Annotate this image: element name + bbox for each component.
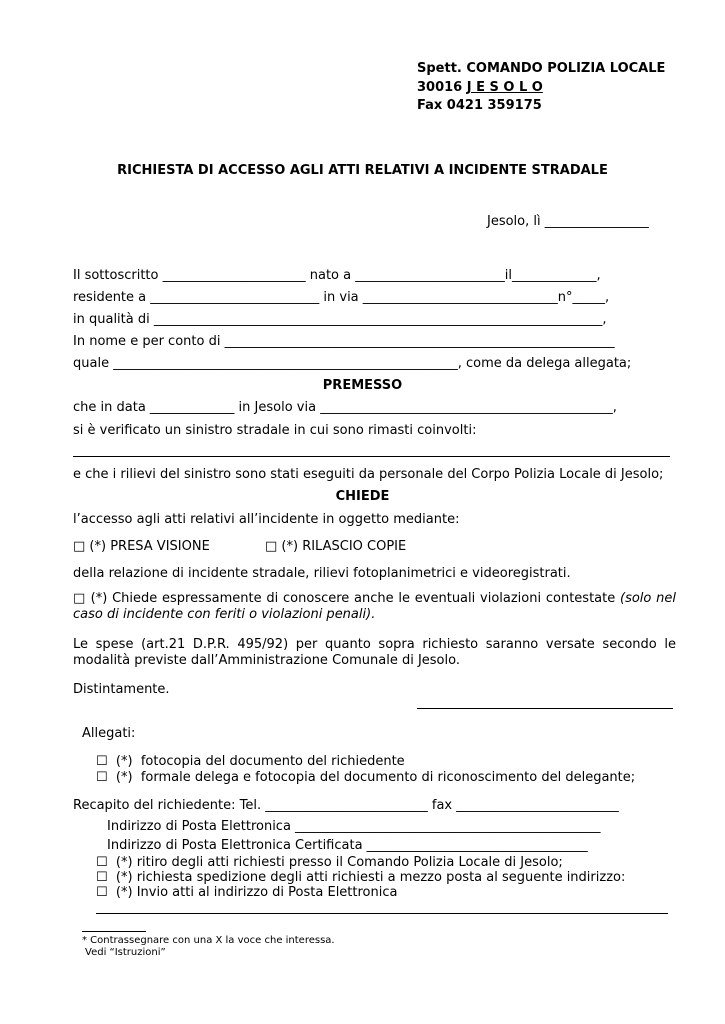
allegati-label: Allegati: [82, 726, 136, 741]
survey-line: e che i rilievi del sinistro sono stati eseguiti da personale del Corpo Polizia Locale di Jesolo; [73, 467, 664, 482]
quality-line: quale _____________________________________________________, come da delega allegata; [73, 356, 632, 371]
document-title: RICHIESTA DI ACCESSO AGLI ATTI RELATIVI A INCIDENTE STRADALE [117, 163, 608, 178]
violations-note: (solo nel caso di incidente con feriti o violazioni penali). [73, 591, 676, 622]
on-behalf-line: In nome e per conto di ____________________________________________________________ [73, 334, 615, 349]
applicant-residence-line: residente a __________________________ in via ______________________________n°_____, [73, 290, 610, 305]
fax-line: Fax 0421 359175 [417, 98, 542, 113]
fees-paragraph: Le spese (art.21 D.P.R. 495/92) per quanto sopra richiesto saranno versate secondo le modalità previste dall’Amministrazione Comunale di Jesolo. [73, 637, 676, 668]
city-zip: 30016 [417, 80, 467, 95]
closing-text: Distintamente. [73, 682, 170, 697]
pec-line: Indirizzo di Posta Elettronica Certificata __________________________________ [107, 838, 588, 853]
violations-paragraph [73, 591, 676, 623]
signature-line [417, 708, 673, 709]
option-presa-visione: □ (*) PRESA VISIONE [73, 539, 210, 554]
accident-date-line: che in data _____________ in Jesolo via _____________________________________________, [73, 400, 617, 415]
access-request-line: l’accesso agli atti relativi all’incidente in oggetto mediante: [73, 512, 460, 527]
email-line: Indirizzo di Posta Elettronica _______________________________________________ [107, 819, 601, 834]
violations-text: □ (*) Chiede espressamente di conoscere anche le eventuali violazioni contestate [73, 591, 620, 606]
footnote-text: * Contrassegnare con una X la voce che interessa. [82, 935, 335, 946]
accident-involved-line: si è verificato un sinistro stradale in cui sono rimasti coinvolti: [73, 423, 477, 438]
footnote-reference: Vedi “Istruzioni” [85, 947, 166, 958]
contact-phone-fax-line: Recapito del richiedente: Tel. _________________________ fax _________________________ [73, 798, 619, 813]
allegato-item: ☐ (*) fotocopia del documento del richiedente [96, 754, 405, 769]
city-name: J E S O L O [466, 80, 543, 95]
address-blank-line [96, 913, 668, 914]
allegato-item: ☐ (*) formale delega e fotocopia del documento di riconoscimento del delegante; [96, 770, 636, 785]
delivery-option: ☐ (*) richiesta spedizione degli atti richiesti a mezzo posta al seguente indirizzo: [96, 870, 626, 885]
delivery-option: ☐ (*) Invio atti al indirizzo di Posta Elettronica [96, 885, 398, 900]
option-rilascio-copie: □ (*) RILASCIO COPIE [265, 539, 407, 554]
premesso-heading: PREMESSO [322, 378, 403, 393]
footnote-separator [82, 931, 146, 932]
involved-blank-line [73, 456, 670, 457]
recipient-line: Spett. COMANDO POLIZIA LOCALE [417, 61, 666, 76]
place-date-field: Jesolo, lì ________________ [487, 214, 649, 229]
applicant-role-line: in qualità di _____________________________________________________________________, [73, 312, 607, 327]
documents-line: della relazione di incidente stradale, rilievi fotoplanimetrici e videoregistrati. [73, 566, 571, 581]
delivery-option: ☐ (*) ritiro degli atti richiesti presso il Comando Polizia Locale di Jesolo; [96, 855, 563, 870]
applicant-name-line: Il sottoscritto ______________________ nato a _______________________il_____________, [73, 268, 601, 283]
city-line [417, 80, 543, 96]
chiede-heading: CHIEDE [335, 489, 390, 504]
